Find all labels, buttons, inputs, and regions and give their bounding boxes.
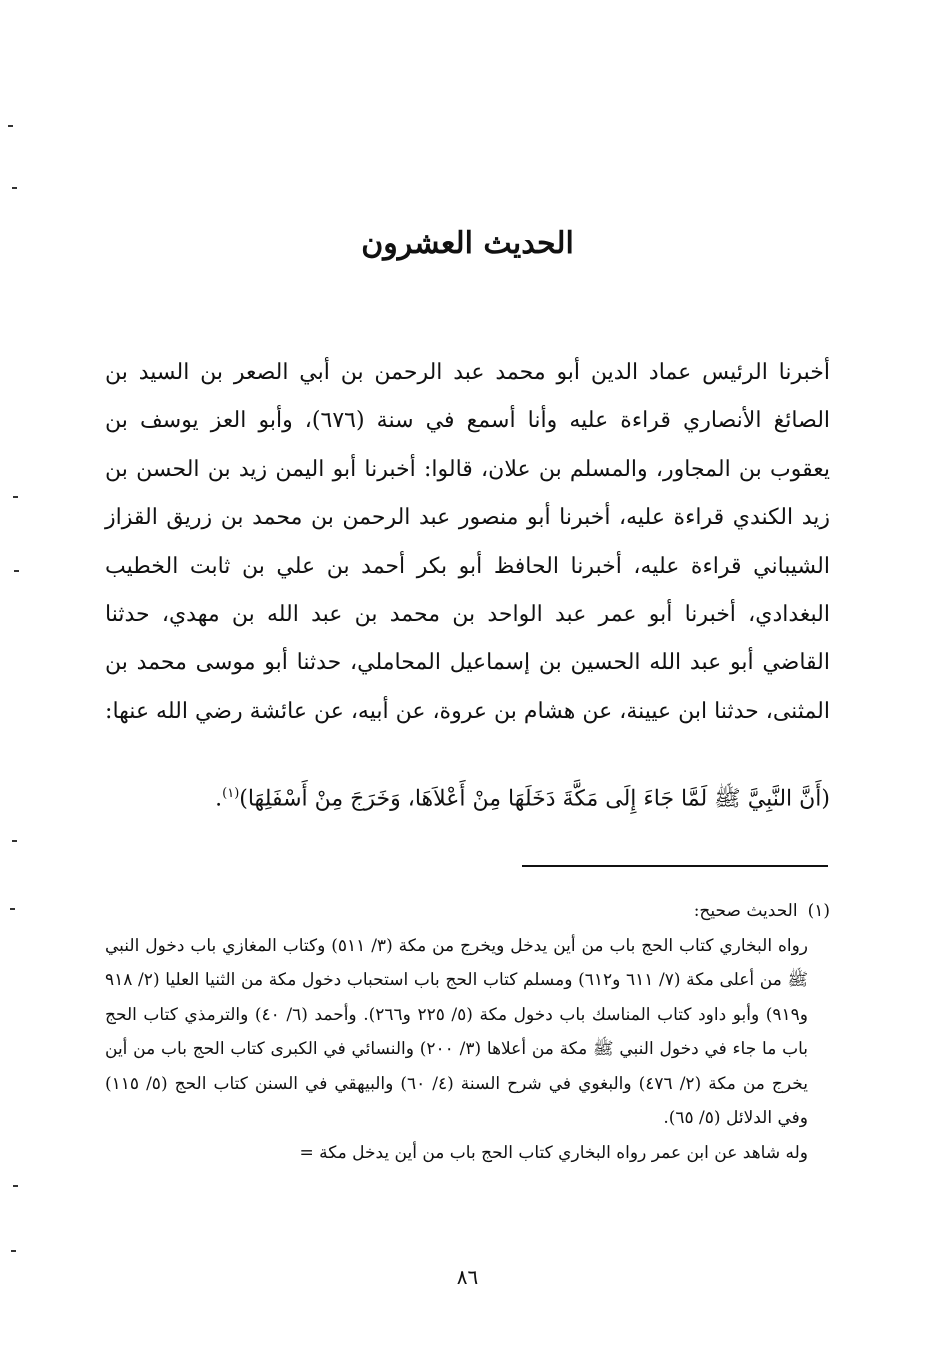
footnote-number: (١) [807,901,830,921]
page-number: ٨٦ [456,1265,479,1289]
footnote-heading-text: الحديث صحيح: [693,901,798,921]
scan-artifact [13,496,18,498]
section-title: الحديث العشرون [361,226,574,261]
footnote-ref: (١) [222,786,240,801]
scan-artifact [14,570,19,572]
scan-artifact [13,1185,18,1187]
footnote-paragraph: رواه البخاري كتاب الحج باب من أين يدخل ويخرج من مكة (٣/ ٥١١) وكتاب المغازي باب دخول النبي ﷺ من أعلى مكة (٧/ ٦١١ و٦١٢) ومسلم كتاب الحج باب استحباب دخول مكة من الثنيا العليا (٢/ ٩١٨ و٩١٩) وأبو داود كتاب المناسك باب دخول مكة (٥/ ٢٢٥ و٢٦٦). وأحمد (٦/ ٤٠) والترمذي كتاب الحج باب ما جاء في دخول النبي ﷺ مكة من أعلاها (٣/ ٢٠٠) والنسائي في الكبرى كتاب الحج باب من أين يخرج من مكة (٢/ ٤٧٦) والبغوي في شرح السنة (٤/ ٦٠) والبيهقي في السنن كتاب الحج (٥/ ١١٥) وفي الدلائل (٥/ ٦٥). [105,935,808,1128]
scan-artifact [11,1250,16,1252]
hadith-end: . [215,786,223,812]
hadith-matn: (أَنَّ النَّبِيَّ ﷺ لَمَّا جَاءَ إِلَى مَكَّةَ دَخَلَهَا مِنْ أَعْلاَهَا، وَخَرَجَ مِنْ أَسْفَلِهَا) [239,786,830,812]
scan-artifact [12,840,17,842]
scan-artifact [10,908,15,910]
footnote-heading [105,894,830,929]
body-text [105,349,830,736]
scan-artifact [12,187,17,189]
hadith-text [105,774,830,819]
isnad-paragraph: أخبرنا الرئيس عماد الدين أبو محمد عبد الرحمن بن أبي الصعر بن السيد بن الصائغ الأنصاري قراءة عليه وأنا أسمع في سنة (٦٧٦)، وأبو العز يوسف بن يعقوب بن المجاور، والمسلم بن علان، قالوا: أخبرنا أبو اليمن زيد بن الحسن بن زيد الكندي قراءة عليه، أخبرنا أبو منصور عبد الرحمن بن محمد بن زريق القزاز الشيباني قراءة عليه، أخبرنا الحافظ أبو بكر أحمد بن علي بن ثابت الخطيب البغدادي، أخبرنا أبو عمر عبد الواحد بن محمد بن عبد الله بن مهدي، حدثنا القاضي أبو عبد الله الحسين بن إسماعيل المحاملي، حدثنا أبو موسى محمد بن المثنى، حدثنا ابن عيينة، عن هشام بن عروة، عن أبيه، عن عائشة رضي الله عنها: [105,360,831,724]
scan-artifact [8,125,13,127]
footnote-paragraph-continued: وله شاهد عن ابن عمر رواه البخاري كتاب الحج باب من أين يدخل مكة = [299,1142,808,1163]
footnotes [105,894,830,1170]
footnote-divider [522,865,828,867]
